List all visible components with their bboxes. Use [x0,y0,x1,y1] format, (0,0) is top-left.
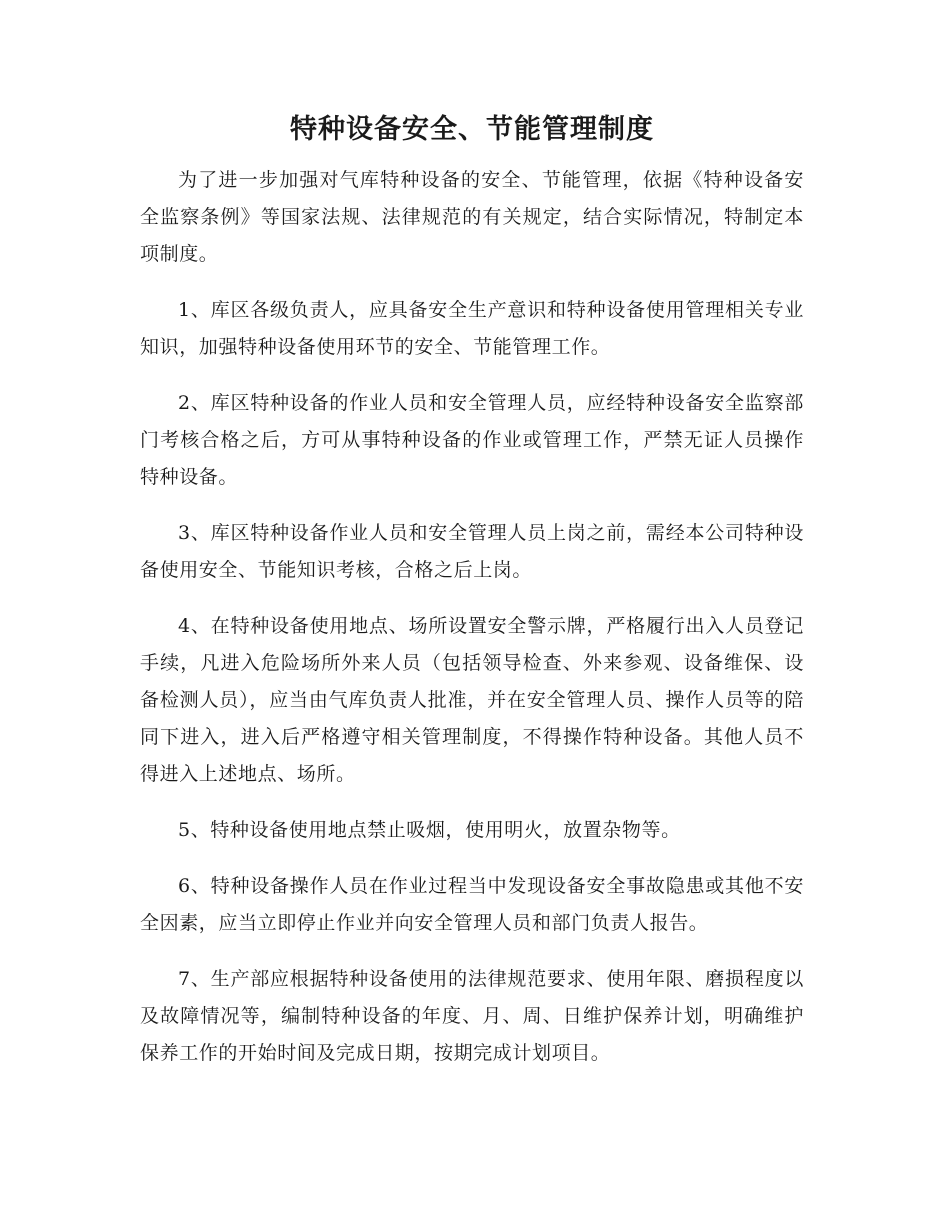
document-page [140,110,804,1091]
clause-1-paragraph: 1、库区各级负责人，应具备安全生产意识和特种设备使用管理相关专业知识，加强特种设备使用环节的安全、节能管理工作。 [140,299,804,358]
clause-4-paragraph: 4、在特种设备使用地点、场所设置安全警示牌，严格履行出入人员登记手续，凡进入危险场所外来人员（包括领导检查、外来参观、设备维保、设备检测人员），应当由气库负责人批准，并在安全管理人员、操作人员等的陪同下进入，进入后严格遵守相关管理制度，不得操作特种设备。其他人员不得进入上述地点、场所。 [140,615,804,785]
clause-2-paragraph: 2、库区特种设备的作业人员和安全管理人员，应经特种设备安全监察部门考核合格之后，方可从事特种设备的作业或管理工作，严禁无证人员操作特种设备。 [140,392,804,488]
intro-paragraph: 为了进一步加强对气库特种设备的安全、节能管理，依据《特种设备安全监察条例》等国家法规、法律规范的有关规定，结合实际情况，特制定本项制度。 [140,169,804,265]
clause-5-paragraph: 5、特种设备使用地点禁止吸烟，使用明火，放置杂物等。 [178,819,681,841]
clause-3-paragraph: 3、库区特种设备作业人员和安全管理人员上岗之前，需经本公司特种设备使用安全、节能知识考核，合格之后上岗。 [140,522,804,581]
clause-6-paragraph: 6、特种设备操作人员在作业过程当中发现设备安全事故隐患或其他不安全因素，应当立即停止作业并向安全管理人员和部门负责人报告。 [140,875,804,934]
document-title: 特种设备安全、节能管理制度 [290,114,654,145]
clause-7-paragraph: 7、生产部应根据特种设备使用的法律规范要求、使用年限、磨损程度以及故障情况等，编制特种设备的年度、月、周、日维护保养计划，明确维护保养工作的开始时间及完成日期，按期完成计划项目。 [140,968,804,1064]
